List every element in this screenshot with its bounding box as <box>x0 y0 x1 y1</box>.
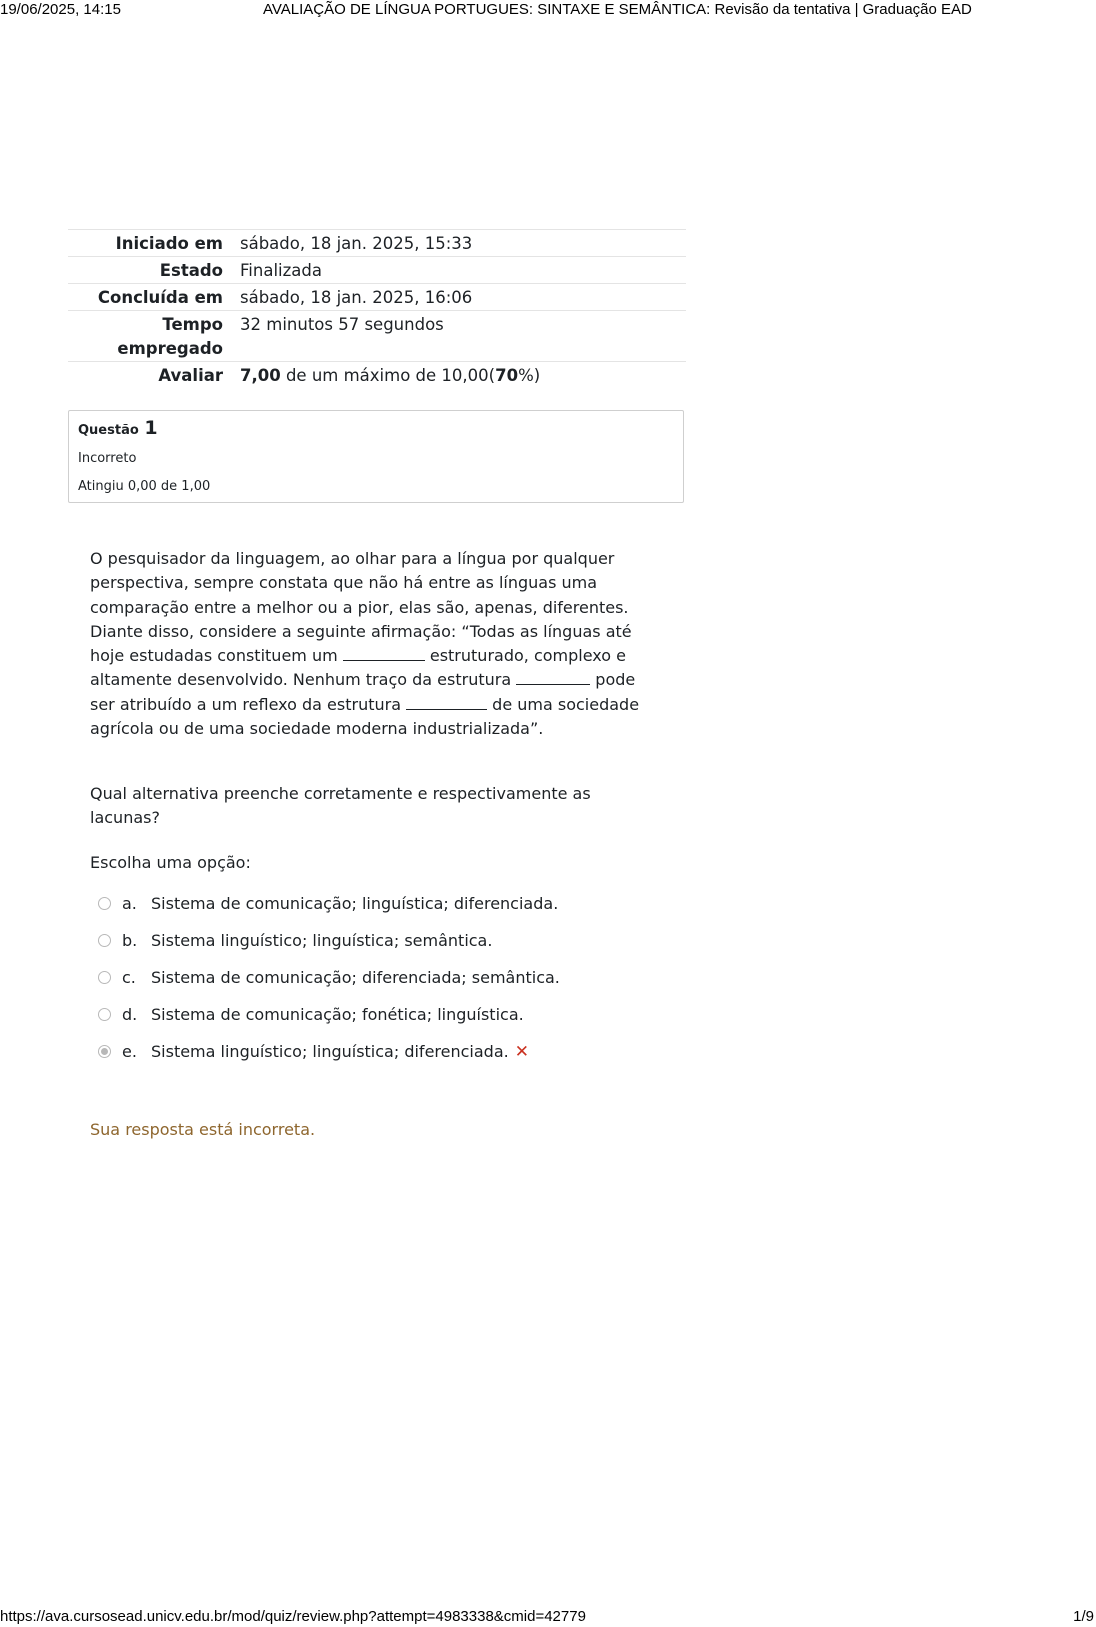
question-text-part: de uma sociedade agrícola ou de uma sociedade moderna industrializada”. <box>90 694 640 739</box>
grade-value <box>240 364 686 388</box>
blank-line <box>343 646 425 661</box>
answer-options <box>98 885 658 1070</box>
question-state: Incorreto <box>78 451 137 466</box>
summary-row-started <box>68 230 686 257</box>
question-number <box>78 417 158 439</box>
question-label: Questão <box>78 423 139 438</box>
grade-text-end: %) <box>518 366 541 385</box>
radio-button[interactable] <box>98 897 111 910</box>
grade-score: 7,00 <box>240 366 281 385</box>
summary-label: Estado <box>159 261 223 280</box>
question-text <box>90 547 660 741</box>
question-number-value: 1 <box>144 417 158 439</box>
summary-row-completed <box>68 284 686 311</box>
answer-option-b[interactable] <box>98 922 658 959</box>
option-text: Sistema linguístico; linguística; diferenciada. <box>151 1042 509 1061</box>
summary-value: sábado, 18 jan. 2025, 16:06 <box>240 288 473 307</box>
incorrect-icon: ✕ <box>514 1041 529 1062</box>
question-text-part: pode ser atribuído a um reflexo da estrutura <box>90 670 636 714</box>
attempt-summary-table <box>68 229 686 388</box>
summary-value: Finalizada <box>240 261 322 280</box>
question-info-box <box>68 410 684 503</box>
radio-button[interactable] <box>98 934 111 947</box>
blank-line <box>406 695 487 710</box>
print-page-title: AVALIAÇÃO DE LÍNGUA PORTUGUES: SINTAXE E SEMÂNTICA: Revisão da tentativa | Graduação EAD <box>263 1 972 18</box>
choose-option-label: Escolha uma opção: <box>90 853 251 872</box>
question-mark: Atingiu 0,00 de 1,00 <box>78 479 211 494</box>
print-page-number: 1/9 <box>1073 1608 1094 1625</box>
question-prompt: Qual alternativa preenche corretamente e respectivamente as lacunas? <box>90 784 591 828</box>
option-text: Sistema de comunicação; diferenciada; semântica. <box>151 968 560 987</box>
option-letter: a. <box>122 894 137 913</box>
option-text: Sistema de comunicação; linguística; diferenciada. <box>151 894 559 913</box>
radio-button[interactable] <box>98 1008 111 1021</box>
radio-button-selected[interactable] <box>98 1045 111 1058</box>
summary-row-grade <box>68 362 686 388</box>
option-text: Sistema de comunicação; fonética; linguística. <box>151 1005 524 1024</box>
summary-row-state <box>68 257 686 284</box>
print-url: https://ava.cursosead.unicv.edu.br/mod/quiz/review.php?attempt=4983338&cmid=42779 <box>0 1608 586 1625</box>
question-text-part: estruturado, complexo e altamente desenvolvido. Nenhum traço da estrutura <box>90 646 626 690</box>
summary-row-time-taken <box>68 311 686 362</box>
blank-line <box>516 670 590 685</box>
summary-label: Avaliar <box>158 366 223 385</box>
option-letter: d. <box>122 1005 138 1024</box>
grade-percent: 70 <box>495 366 519 385</box>
grade-text: de um máximo de 10,00( <box>280 366 496 385</box>
option-letter: b. <box>122 931 138 950</box>
answer-option-d[interactable] <box>98 996 658 1033</box>
summary-value: sábado, 18 jan. 2025, 15:33 <box>240 234 473 253</box>
option-letter: c. <box>122 968 136 987</box>
summary-label: Tempo empregado <box>117 315 223 358</box>
print-datetime: 19/06/2025, 14:15 <box>0 1 121 18</box>
answer-option-e[interactable] <box>98 1033 658 1070</box>
summary-label: Concluída em <box>97 288 223 307</box>
print-header <box>0 0 1096 22</box>
answer-feedback: Sua resposta está incorreta. <box>90 1120 316 1139</box>
option-text: Sistema linguístico; linguística; semântica. <box>151 931 493 950</box>
question-text-part: O pesquisador da linguagem, ao olhar para a língua por qualquer perspectiva, sempre constata que não há entre as línguas uma comparação entre a melhor ou a pior, elas são, apenas, diferentes. Diante disso, considere a seguinte afirmação: “Todas as línguas até hoje estudadas constituem um <box>90 549 632 666</box>
option-letter: e. <box>122 1042 137 1061</box>
summary-label: Iniciado em <box>115 234 223 253</box>
print-footer <box>0 1607 1096 1627</box>
summary-value: 32 minutos 57 segundos <box>240 315 444 334</box>
answer-option-c[interactable] <box>98 959 658 996</box>
radio-button[interactable] <box>98 971 111 984</box>
answer-option-a[interactable] <box>98 885 658 922</box>
